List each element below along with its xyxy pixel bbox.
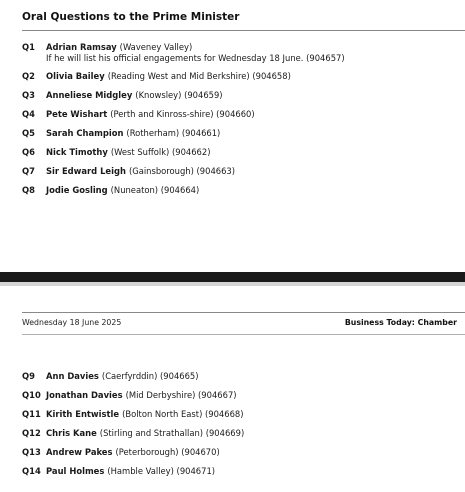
question-number: Q3 <box>22 90 35 100</box>
page-break-shadow <box>0 282 465 286</box>
question-number: Q13 <box>22 447 41 457</box>
page-break-band <box>0 272 465 282</box>
question-item <box>22 443 244 462</box>
question-number: Q2 <box>22 71 35 81</box>
question-number: Q12 <box>22 428 41 438</box>
constituency-ref: (Hamble Valley) (904671) <box>107 466 216 476</box>
question-number: Q9 <box>22 371 35 381</box>
member-name: Pete Wishart <box>46 109 108 119</box>
question-number: Q14 <box>22 466 41 476</box>
member-name: Chris Kane <box>46 428 97 438</box>
question-item <box>22 67 345 86</box>
constituency-ref: (West Suffolk) (904662) <box>110 147 211 157</box>
running-header-date: Wednesday 18 June 2025 <box>22 318 122 327</box>
question-item <box>22 143 345 162</box>
constituency-ref: (Gainsborough) (904663) <box>128 166 236 176</box>
section-heading: Oral Questions to the Prime Minister <box>22 11 240 23</box>
question-number: Q11 <box>22 409 41 419</box>
member-name: Jonathan Davies <box>46 390 123 400</box>
question-item <box>22 105 345 124</box>
question-subtext: If he will list his official engagements for Wednesday 18 June. (904657) <box>46 53 345 63</box>
question-item <box>22 86 345 105</box>
constituency-ref: (Rotherham) (904661) <box>126 128 221 138</box>
constituency-ref: (Perth and Kinross-shire) (904660) <box>110 109 255 119</box>
constituency-ref: (Knowsley) (904659) <box>135 90 223 100</box>
constituency-ref: (Bolton North East) (904668) <box>122 409 244 419</box>
constituency-ref: (Peterborough) (904670) <box>115 447 220 457</box>
member-name: Andrew Pakes <box>46 447 113 457</box>
constituency-ref: (Waveney Valley) <box>119 42 193 52</box>
constituency-ref: (Mid Derbyshire) (904667) <box>125 390 237 400</box>
constituency-ref: (Caerfyrddin) (904665) <box>101 371 199 381</box>
running-header-publication: Business Today: Chamber <box>344 318 457 327</box>
member-name: Sarah Champion <box>46 128 124 138</box>
question-number: Q5 <box>22 128 35 138</box>
question-number: Q7 <box>22 166 35 176</box>
running-header-underline <box>22 334 465 335</box>
question-item <box>22 405 244 424</box>
member-name: Olivia Bailey <box>46 71 105 81</box>
heading-rule <box>22 30 465 31</box>
question-item <box>22 162 345 181</box>
member-name: Sir Edward Leigh <box>46 166 126 176</box>
question-number: Q1 <box>22 42 35 52</box>
member-name: Nick Timothy <box>46 147 108 157</box>
question-item <box>22 124 345 143</box>
question-item <box>22 181 345 200</box>
member-name: Kirith Entwistle <box>46 409 120 419</box>
question-list-lower <box>22 367 244 481</box>
question-number: Q6 <box>22 147 35 157</box>
member-name: Jodie Gosling <box>46 185 108 195</box>
question-number: Q10 <box>22 390 41 400</box>
question-item <box>22 367 244 386</box>
question-number: Q8 <box>22 185 35 195</box>
question-item <box>22 462 244 481</box>
question-number: Q4 <box>22 109 35 119</box>
running-header-rule <box>22 312 465 313</box>
member-name: Anneliese Midgley <box>46 90 133 100</box>
constituency-ref: (Reading West and Mid Berkshire) (904658) <box>107 71 291 81</box>
constituency-ref: (Stirling and Strathallan) (904669) <box>99 428 245 438</box>
member-name: Paul Holmes <box>46 466 105 476</box>
member-name: Adrian Ramsay <box>46 42 117 52</box>
member-name: Ann Davies <box>46 371 99 381</box>
question-item <box>22 386 244 405</box>
question-item <box>22 424 244 443</box>
constituency-ref: (Nuneaton) (904664) <box>110 185 200 195</box>
question-list-upper <box>22 38 345 200</box>
